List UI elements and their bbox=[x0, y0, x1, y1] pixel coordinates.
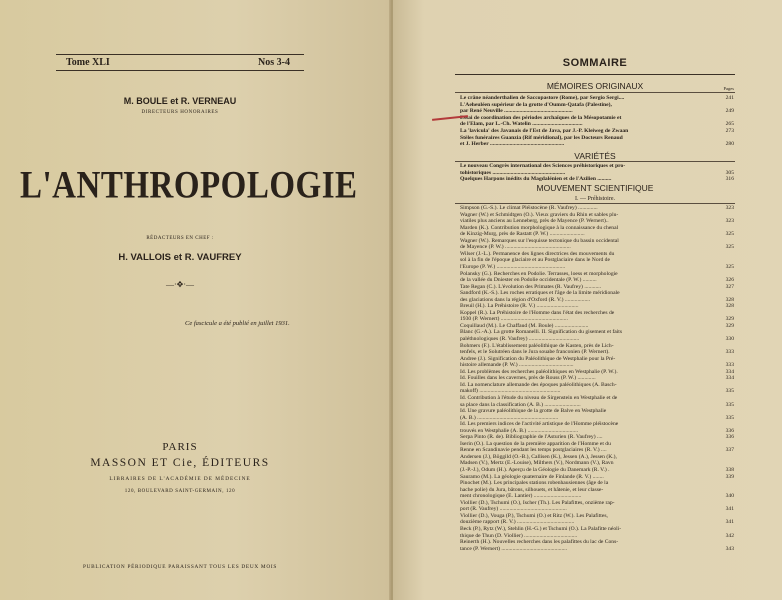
toc-entry-text: Id. La nomenclature allemande des époques paléolithiques (A. Basch- bbox=[460, 381, 617, 388]
toc-entry-text: Polansky (G.). Recherches en Podolie. Terrasses, loess et morphologie bbox=[460, 270, 618, 277]
toc-entry-page: 325 bbox=[725, 231, 734, 238]
toc-entry-text: Viollier (D.), Vouga (P.), Tschumi (O.) et Ritz (W.). Les Palafittes, bbox=[460, 512, 608, 519]
tome-label: Tome XLI bbox=[66, 57, 110, 68]
periodicity-note: PUBLICATION PÉRIODIQUE PARAISSANT TOUS LES DEUX MOIS bbox=[83, 564, 277, 570]
publication-date: Ce fascicule a été publié en juillet 1931. bbox=[185, 320, 290, 327]
toc-entry-text: 1930 (P. Wernert) ................................................ bbox=[460, 316, 568, 323]
toc-entry-text: Tate Regan (C.). L'évolution des Primates (R. Vaufrey) ............ bbox=[460, 283, 602, 290]
toc-entry-text: Beck (P.), Rytz (W.), Stehlin (H.-G.) et Tschumi (O.). La Palafitte néoli- bbox=[460, 525, 622, 532]
editors-names: H. VALLOIS et R. VAUFREY bbox=[118, 252, 242, 263]
toc-entry-page: 325 bbox=[725, 244, 734, 251]
toc-entry-page: 341 bbox=[725, 519, 734, 526]
toc-entry-page: 249 bbox=[725, 108, 734, 115]
toc-entry-page: 335 bbox=[725, 401, 734, 408]
toc-entry-page: 323 bbox=[725, 218, 734, 225]
toc-entry-text: Bohmers (F.). L'établissement paléolithique de Kasten, près de Lich- bbox=[460, 342, 614, 349]
issue-number: Nos 3-4 bbox=[258, 57, 290, 68]
toc-entry-page: 325 bbox=[725, 263, 734, 270]
toc-entry-text: Marden (K.). Contribution morphologique à la connaissance du chenal bbox=[460, 224, 619, 231]
toc-entry-page: 316 bbox=[725, 176, 734, 183]
honorary-directors: M. BOULE et R. VERNEAU bbox=[123, 96, 237, 106]
toc-entry-text: Renne en Scandinavie pendant les temps postglaciaires (R. V.) .... bbox=[460, 447, 607, 454]
top-rule-2 bbox=[56, 70, 304, 71]
toc-entry-text: port (R. Vaufrey) ................................................ bbox=[460, 506, 567, 513]
pages-label: Pages bbox=[723, 86, 734, 91]
toc-entry-text: Sauramo (M.). La géologie quaternaire de Finlande (R. V.) ........ bbox=[460, 473, 604, 480]
editors-label: RÉDACTEURS EN CHEF : bbox=[146, 236, 214, 241]
mouvement-heading: MOUVEMENT SCIENTIFIQUE bbox=[536, 183, 654, 193]
toc-entry-page: 323 bbox=[725, 205, 734, 211]
toc-entry-text: l'Europe (P. W.) ................................................. bbox=[460, 263, 566, 270]
sommaire-title: SOMMAIRE bbox=[562, 57, 628, 69]
toc-entry-text: Id. Fouilles dans les cavernes, près de Rouss (P. W.) ............. bbox=[460, 375, 596, 382]
toc-entry-text: viatiles plus anciens au Lenneberg, près de Mayence (P. Wernert).. bbox=[460, 218, 609, 225]
toc-entry-text: (A. B.) .......................................................... bbox=[460, 414, 559, 421]
toc-entry-text: Blanc (G.-A.). La grotte Romanelli. II. Signification du gisement et faits bbox=[460, 329, 623, 336]
toc-entry-text: Id. Les premiers indices de l'activité artistique de l'Homme pléistocène bbox=[460, 421, 619, 428]
toc-entry-text: Serpa Pinto (R. de). Bibliographie de l'Asturien (R. Vaufrey) .... bbox=[460, 434, 603, 441]
publisher-address: 120, BOULEVARD SAINT-GERMAIN, 120 bbox=[124, 489, 236, 494]
toc-entry-text: paléthnologiques (R. Vaufrey) .................................... bbox=[460, 336, 580, 342]
toc-entry-text: Simpson (G.-S.). Le climat Pléistocène (R. Vaufrey) .............. bbox=[460, 205, 598, 211]
toc-entry-text: Andree (J.). Signification du Paléolithique de Westphalie pour la Pré- bbox=[460, 355, 616, 362]
toc-entry-text: Wagner (W.) et Schmidtgen (O.). Vieux graviers du Rhin et sables plu- bbox=[460, 211, 619, 218]
toc-entry-text: ment chronologique (E. Lantier) .................................. bbox=[460, 493, 582, 500]
toc-entry-text: Stèles funéraires Guanzia (Rif méridional), par les Docteurs Renaud bbox=[460, 134, 623, 141]
toc-entry-text: douzième rapport (R. V.) ......................................... bbox=[460, 519, 575, 526]
toc-entry-text: Reinerth (H.). Nouvelles recherches dans les palafittes du lac de Cons- bbox=[460, 539, 619, 546]
toc-entry-page: 265 bbox=[725, 121, 734, 128]
toc-entry-text: histoire allemande (P. W.) ....................................... bbox=[460, 362, 574, 369]
memoires-rule bbox=[455, 92, 735, 93]
toc-entry-page: 338 bbox=[725, 467, 734, 473]
toc-entry-text: tance (P. Wernert) ............................................... bbox=[460, 545, 568, 552]
toc-entry-page: 330 bbox=[725, 336, 734, 342]
toc-entry-text: tohistoriques .................................................... bbox=[460, 169, 566, 176]
toc-entry-page: 337 bbox=[725, 447, 734, 454]
toc-entry-text: trouvés en Westphalie (A. B.) .................................... bbox=[460, 427, 578, 434]
toc-entry-page: 333 bbox=[725, 349, 734, 356]
journal-title: L'ANTHROPOLOGIE bbox=[20, 164, 358, 208]
toc-entry-page: 342 bbox=[725, 532, 734, 539]
memoires-heading: MÉMOIRES ORIGINAUX bbox=[546, 81, 644, 91]
toc-entry-text: Breuil (H.). La Préhistoire (R. V.) .............................. bbox=[460, 303, 579, 310]
toc-entry-text: Coquillaud (M.). Le Chaffaud (M. Boule) ........................ bbox=[460, 322, 589, 329]
toc-entry-text: Id. Contribution à l'étude du niveau de Sirgenstein en Westphalie et de bbox=[460, 394, 618, 401]
publisher: MASSON ET Cie, ÉDITEURS bbox=[90, 457, 270, 469]
toc-entry-page: 328 bbox=[725, 303, 734, 310]
toc-entry-text: Wagner (W.). Remarques sur l'esquisse tectonique du bassin occidental bbox=[460, 237, 619, 244]
toc-entry-text: de Kinzig-Murg, près de Rastatt (P. W.) ......................... bbox=[460, 231, 585, 238]
varietes-rule bbox=[455, 161, 735, 162]
toc-entry-text: Iserin (O.). La question de la première apparition de l'Homme et du bbox=[460, 440, 611, 447]
toc-entry-page: 339 bbox=[725, 473, 734, 480]
toc-entry-page: 273 bbox=[725, 128, 734, 134]
toc-entry-text: Pinochet (M.). Les principales stations robenhausiennes (âge de la bbox=[460, 480, 609, 487]
toc-entry-text: Id. Une gravure paléolithique de la grotte de Balve en Westphalie bbox=[460, 408, 607, 415]
top-rule bbox=[56, 54, 304, 55]
toc-entry-text: Wilser (J.-L.). Permanence des lignes directrices des mouvements du bbox=[460, 250, 615, 257]
honorary-label: DIRECTEURS HONORAIRES bbox=[141, 110, 219, 115]
toc-entry-text: Essai de coordination des périodes archaïques de la Mésopotamie et bbox=[460, 114, 622, 121]
toc-entry-text: Andersen (J.), Böggild (O.-B.), Callisen (K.), Jessen (A.), Jessen (K.), bbox=[460, 453, 617, 460]
toc-entry-text: Id. Les problèmes des recherches paléolithiques en Westphalie (P. W.). bbox=[460, 368, 618, 375]
toc-entry-text: Madsen (V.), Mertz (E.-Louise), Milthers (V.), Nordmann (V.), Ravn bbox=[460, 460, 614, 467]
toc-entry-page: 334 bbox=[725, 375, 734, 382]
toc-entry-page: 335 bbox=[725, 414, 734, 421]
toc-entry-page: 341 bbox=[725, 506, 734, 513]
toc-entry-text: des glaciations dans la région d'Oxford (R. V.) .................. bbox=[460, 296, 591, 303]
toc-entry-text: Sandford (K.-S.). Les roches erratiques et l'âge de la limite méridionale bbox=[460, 290, 620, 297]
toc-entry-page: 334 bbox=[725, 368, 734, 375]
toc-entry-page: 336 bbox=[725, 434, 734, 441]
toc-entry-text: makoff) .......................................................... bbox=[460, 388, 561, 395]
toc-entry-text: de l'Elam, par L.-Ch. Watelin .................................... bbox=[460, 121, 583, 128]
toc-entry-text: thique de Thun (D. Viollier) ...................................... bbox=[460, 532, 578, 539]
toc-entry-text: hache polie) du Jura, bâtons, silhouets, et hâtenie, et leur classe- bbox=[460, 486, 604, 493]
city: PARIS bbox=[162, 441, 198, 453]
toc-entry-text: Le nouveau Congrès international des Sciences préhistoriques et pro- bbox=[460, 163, 626, 169]
toc-entry-page: 326 bbox=[725, 277, 734, 284]
varietes-heading: VARIÉTÉS bbox=[574, 151, 616, 161]
toc-entry-text: sol à la fin de l'époque glaciaire et au Postglaciaire dans le Nord de bbox=[460, 257, 610, 264]
toc-entry-text: La 'lavicula' des Javanais de l'Est de Java, par J.-P. Kleiweg de Zwaan bbox=[460, 128, 629, 134]
toc-entry-text: (J.-P.-J.), Odum (H.). Aperçu de la Géologie du Danemark (R. V.) . bbox=[460, 467, 610, 473]
ornament-divider: —·✥·— bbox=[165, 280, 195, 289]
toc-entry-page: 340 bbox=[725, 493, 734, 500]
toc-entry-text: Koppel (R.). La Préhistoire de l'Homme dans l'état des recherches de bbox=[460, 309, 615, 316]
sommaire-rule bbox=[455, 74, 735, 75]
prehistoire-heading: I. — Préhistoire. bbox=[575, 196, 615, 202]
publisher-subtitle: LIBRAIRES DE L'ACADÉMIE DE MÉDECINE bbox=[109, 476, 251, 482]
toc-entry-text: et J. Herber ..................................................... bbox=[460, 141, 565, 148]
toc-entry-page: 241 bbox=[725, 95, 734, 101]
toc-entry-text: par René Neuville ................................................. bbox=[460, 108, 573, 115]
toc-entry-page: 343 bbox=[725, 545, 734, 552]
toc-entry-page: 305 bbox=[725, 169, 734, 176]
mouvement-rule bbox=[455, 203, 735, 204]
toc-entry-text: sa place dans la classification (A. B.) .......................... bbox=[460, 401, 581, 408]
toc-entry-page: 329 bbox=[725, 322, 734, 329]
toc-entry-page: 336 bbox=[725, 427, 734, 434]
toc-entry-text: L'Aeheuléen supérieur de la grotte d'Oumm-Qatafa (Palestine), bbox=[460, 101, 612, 108]
toc-entry-text: Quelques Harpons inédits du Magdalénien et de l'Azilien .......... bbox=[460, 176, 612, 183]
toc-entry-page: 280 bbox=[725, 141, 734, 148]
toc-entry-text: tenfels, et le Solutréen dans le Jura souabe franconien (P. Wernert). bbox=[460, 349, 610, 356]
toc-entry-text: Le crâne néanderthalien de Saccopastore (Rome), par Sergio Sergi.... bbox=[460, 95, 625, 101]
toc-entry-page: 333 bbox=[725, 362, 734, 369]
toc-entry-text: de Mayence (P. W.) ............................................... bbox=[460, 244, 571, 251]
toc-entry-page: 327 bbox=[725, 283, 734, 290]
toc-entry-text: Viollier (D.), Tschumi (O.), Ischer (Th.). Les Palafittes, onzième rap- bbox=[460, 499, 615, 506]
toc-entry-page: 329 bbox=[725, 316, 734, 323]
toc-entry-page: 335 bbox=[725, 388, 734, 395]
toc-entry-text: de la vallée du Dniester en Podolie occidentale (P. W.) .......... bbox=[460, 277, 597, 284]
toc-entry-page: 328 bbox=[725, 296, 734, 303]
